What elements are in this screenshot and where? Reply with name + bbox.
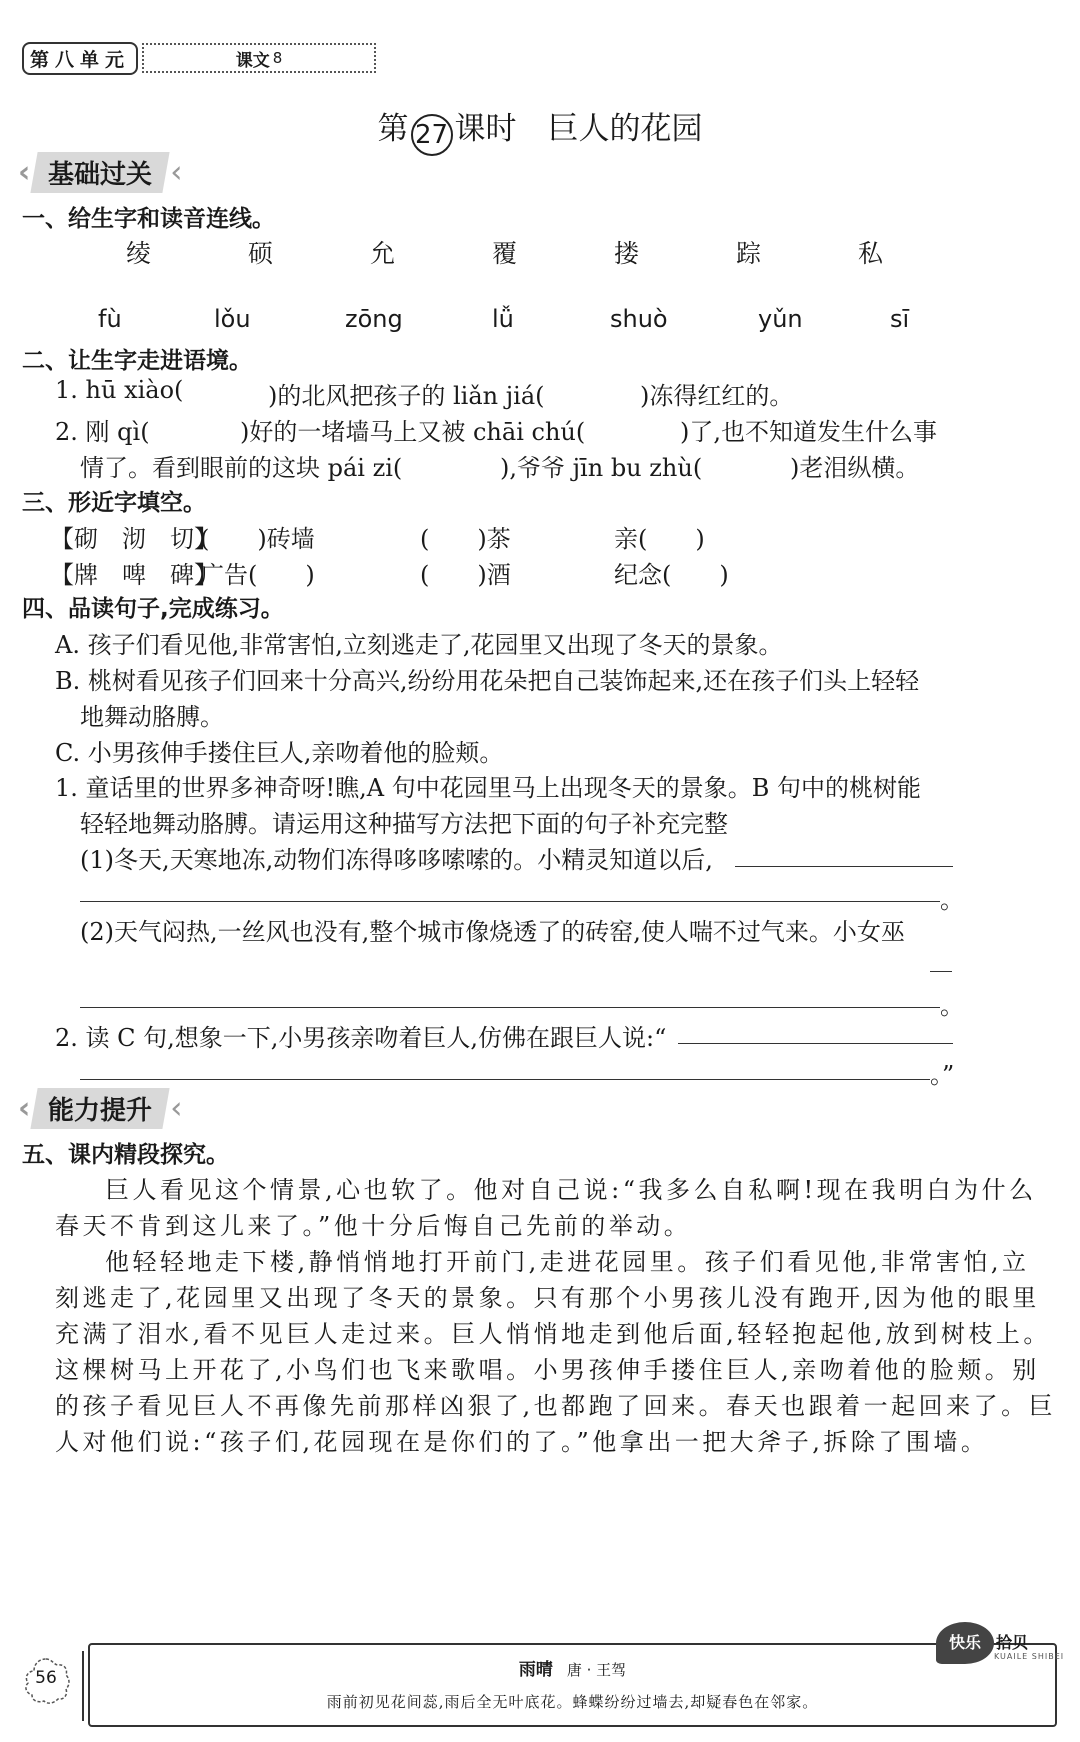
passage-line: 他轻轻地走下楼,静悄悄地打开前门,走进花园里。孩子们看见他,非常害怕,立 [105, 1248, 1030, 1276]
answer-line[interactable] [678, 1043, 953, 1044]
q1-char: 覆 [492, 239, 518, 268]
q4-prompt1-line1: 1. 童话里的世界多神奇呀!瞧,A 句中花园里马上出现冬天的景象。B 句中的桃树能 [55, 774, 922, 802]
q3-row2-blank-b: ( )酒 [420, 561, 511, 589]
poem-author: 唐 · 王驾 [566, 1661, 627, 1679]
q4-sentence-a: A. 孩子们看见他,非常害怕,立刻逃走了,花园里又出现了冬天的景象。 [55, 631, 783, 659]
brand-subtext: KUAILE SHIBEI [994, 1652, 1065, 1661]
brand-badge: 快乐 [936, 1622, 994, 1664]
answer-line[interactable] [735, 866, 953, 867]
q2-line3-c: )老泪纵横。 [790, 454, 920, 482]
q5-heading: 五、课内精段探究。 [22, 1142, 229, 1168]
q1-pinyin: fù [98, 305, 122, 333]
q3-row1-blank-c: 亲( ) [614, 525, 705, 553]
q3-row2-blank-c: 纪念( ) [614, 561, 729, 589]
q4-sentence-b-line1: B. 桃树看见孩子们回来十分高兴,纷纷用花朵把自己装饰起来,还在孩子们头上轻轻 [55, 667, 920, 695]
q4-heading: 四、品读句子,完成练习。 [22, 596, 284, 622]
passage-line: 充满了泪水,看不见巨人走过来。巨人悄悄地走到他后面,轻轻抱起他,放到树枝上。 [55, 1320, 1051, 1348]
q1-char: 私 [858, 239, 884, 268]
section-banner-advanced [18, 1088, 170, 1128]
q2-line2-a: 2. 刚 qì( [55, 418, 150, 446]
title-suffix: 课时 [454, 111, 517, 147]
category-number: 8 [272, 49, 283, 67]
q2-line1-c: )冻得红红的。 [640, 382, 794, 410]
q1-pinyin: sī [890, 305, 910, 333]
section-label: 能力提升 [31, 1088, 170, 1129]
q2-line3-a: 情了。看到眼前的这块 pái zi( [80, 454, 403, 482]
q1-pinyin: yǔn [758, 305, 803, 333]
answer-line[interactable] [80, 901, 940, 902]
q1-pinyin: lǒu [214, 305, 251, 333]
q4-sub1: (1)冬天,天寒地冻,动物们冻得哆哆嗦嗦的。小精灵知道以后, [80, 846, 713, 874]
q2-line1-a: 1. hū xiào( [55, 376, 184, 404]
q2-line3-b: ),爷爷 jīn bu zhù( [500, 454, 703, 482]
poem-heading [90, 1655, 1055, 1680]
page-number: 56 [35, 1668, 57, 1688]
poem-body: 雨前初见花间蕊,雨后全无叶底花。蜂蝶纷纷过墙去,却疑春色在邻家。 [326, 1693, 819, 1711]
q4-sentence-c: C. 小男孩伸手搂住巨人,亲吻着他的脸颊。 [55, 739, 504, 767]
q3-row2-group: 【牌 啤 碑】 [50, 561, 218, 589]
category-label [142, 43, 376, 73]
q1-pinyin: zōng [345, 305, 403, 333]
q4-prompt1-line2: 轻轻地舞动胳膊。请运用这种描写方法把下面的句子补充完整 [80, 810, 728, 838]
q2-line2-b: )好的一堵墙马上又被 chāi chú( [240, 418, 586, 446]
answer-line[interactable] [930, 971, 952, 972]
q1-char: 踪 [736, 239, 762, 268]
q3-row1-blank-a: ( )砖墙 [200, 525, 315, 553]
q1-pinyin: shuò [610, 305, 668, 333]
passage-line: 刻逃走了,花园里又出现了冬天的景象。只有那个小男孩儿没有跑开,因为他的眼里 [55, 1284, 1040, 1312]
answer-line[interactable] [80, 1079, 930, 1080]
q3-heading: 三、形近字填空。 [22, 490, 206, 516]
brand-text: 拾贝 [996, 1633, 1029, 1652]
lesson-title [0, 103, 1080, 156]
period-mark: 。 [940, 886, 964, 914]
lesson-name: 巨人的花园 [547, 111, 703, 147]
unit-header [22, 42, 376, 74]
lesson-number: 27 [411, 114, 453, 156]
page-number-badge [20, 1655, 72, 1707]
q3-row2-blank-a: 广告( ) [200, 561, 315, 589]
answer-line[interactable] [80, 1007, 940, 1008]
passage-line: 春天不肯到这儿来了。”他十分后悔自己先前的举动。 [55, 1212, 692, 1240]
passage-line: 的孩子看见巨人不再像先前那样凶狠了,也都跑了回来。春天也跟着一起回来了。巨 [55, 1392, 1057, 1420]
q2-heading: 二、让生字走进语境。 [22, 348, 252, 374]
q1-char: 绫 [126, 239, 152, 268]
poem-box [88, 1643, 1057, 1727]
q2-line1-b: )的北风把孩子的 liǎn jiá( [268, 382, 545, 410]
passage-line: 人对他们说:“孩子们,花园现在是你们的了。”他拿出一把大斧子,拆除了围墙。 [55, 1428, 989, 1456]
passage-line: 巨人看见这个情景,心也软了。他对自己说:“我多么自私啊!现在我明白为什么 [105, 1176, 1037, 1204]
q4-prompt2: 2. 读 C 句,想象一下,小男孩亲吻着巨人,仿佛在跟巨人说:“ [55, 1024, 667, 1052]
section-banner-basic [18, 152, 170, 192]
q1-char: 搂 [614, 239, 640, 268]
chevron-left-icon: ‹ [18, 154, 31, 190]
poem-title: 雨晴 [518, 1660, 553, 1680]
chevron-left-icon: ‹ [18, 1090, 31, 1126]
close-quote-mark: 。” [930, 1061, 955, 1089]
q3-row1-blank-b: ( )茶 [420, 525, 511, 553]
q3-row1-group: 【砌 沏 切】 [50, 525, 218, 553]
q1-heading: 一、给生字和读音连线。 [22, 206, 275, 232]
q1-char: 硕 [248, 239, 274, 268]
q1-pinyin: lǚ [492, 305, 514, 333]
title-prefix: 第 [377, 111, 409, 147]
category-text: 课文 [235, 50, 270, 71]
unit-label: 第八单元 [22, 42, 138, 75]
q4-sub2: (2)天气闷热,一丝风也没有,整个城市像烧透了的砖窑,使人喘不过气来。小女巫 [80, 918, 905, 946]
period-mark: 。 [940, 992, 964, 1020]
q2-line2-c: )了,也不知道发生什么事 [680, 418, 937, 446]
section-label: 基础过关 [31, 152, 170, 193]
q1-char: 允 [370, 239, 396, 268]
passage-line: 这棵树马上开花了,小鸟们也飞来歌唱。小男孩伸手搂住巨人,亲吻着他的脸颊。别 [55, 1356, 1040, 1384]
q4-sentence-b-line2: 地舞动胳膊。 [80, 703, 224, 731]
